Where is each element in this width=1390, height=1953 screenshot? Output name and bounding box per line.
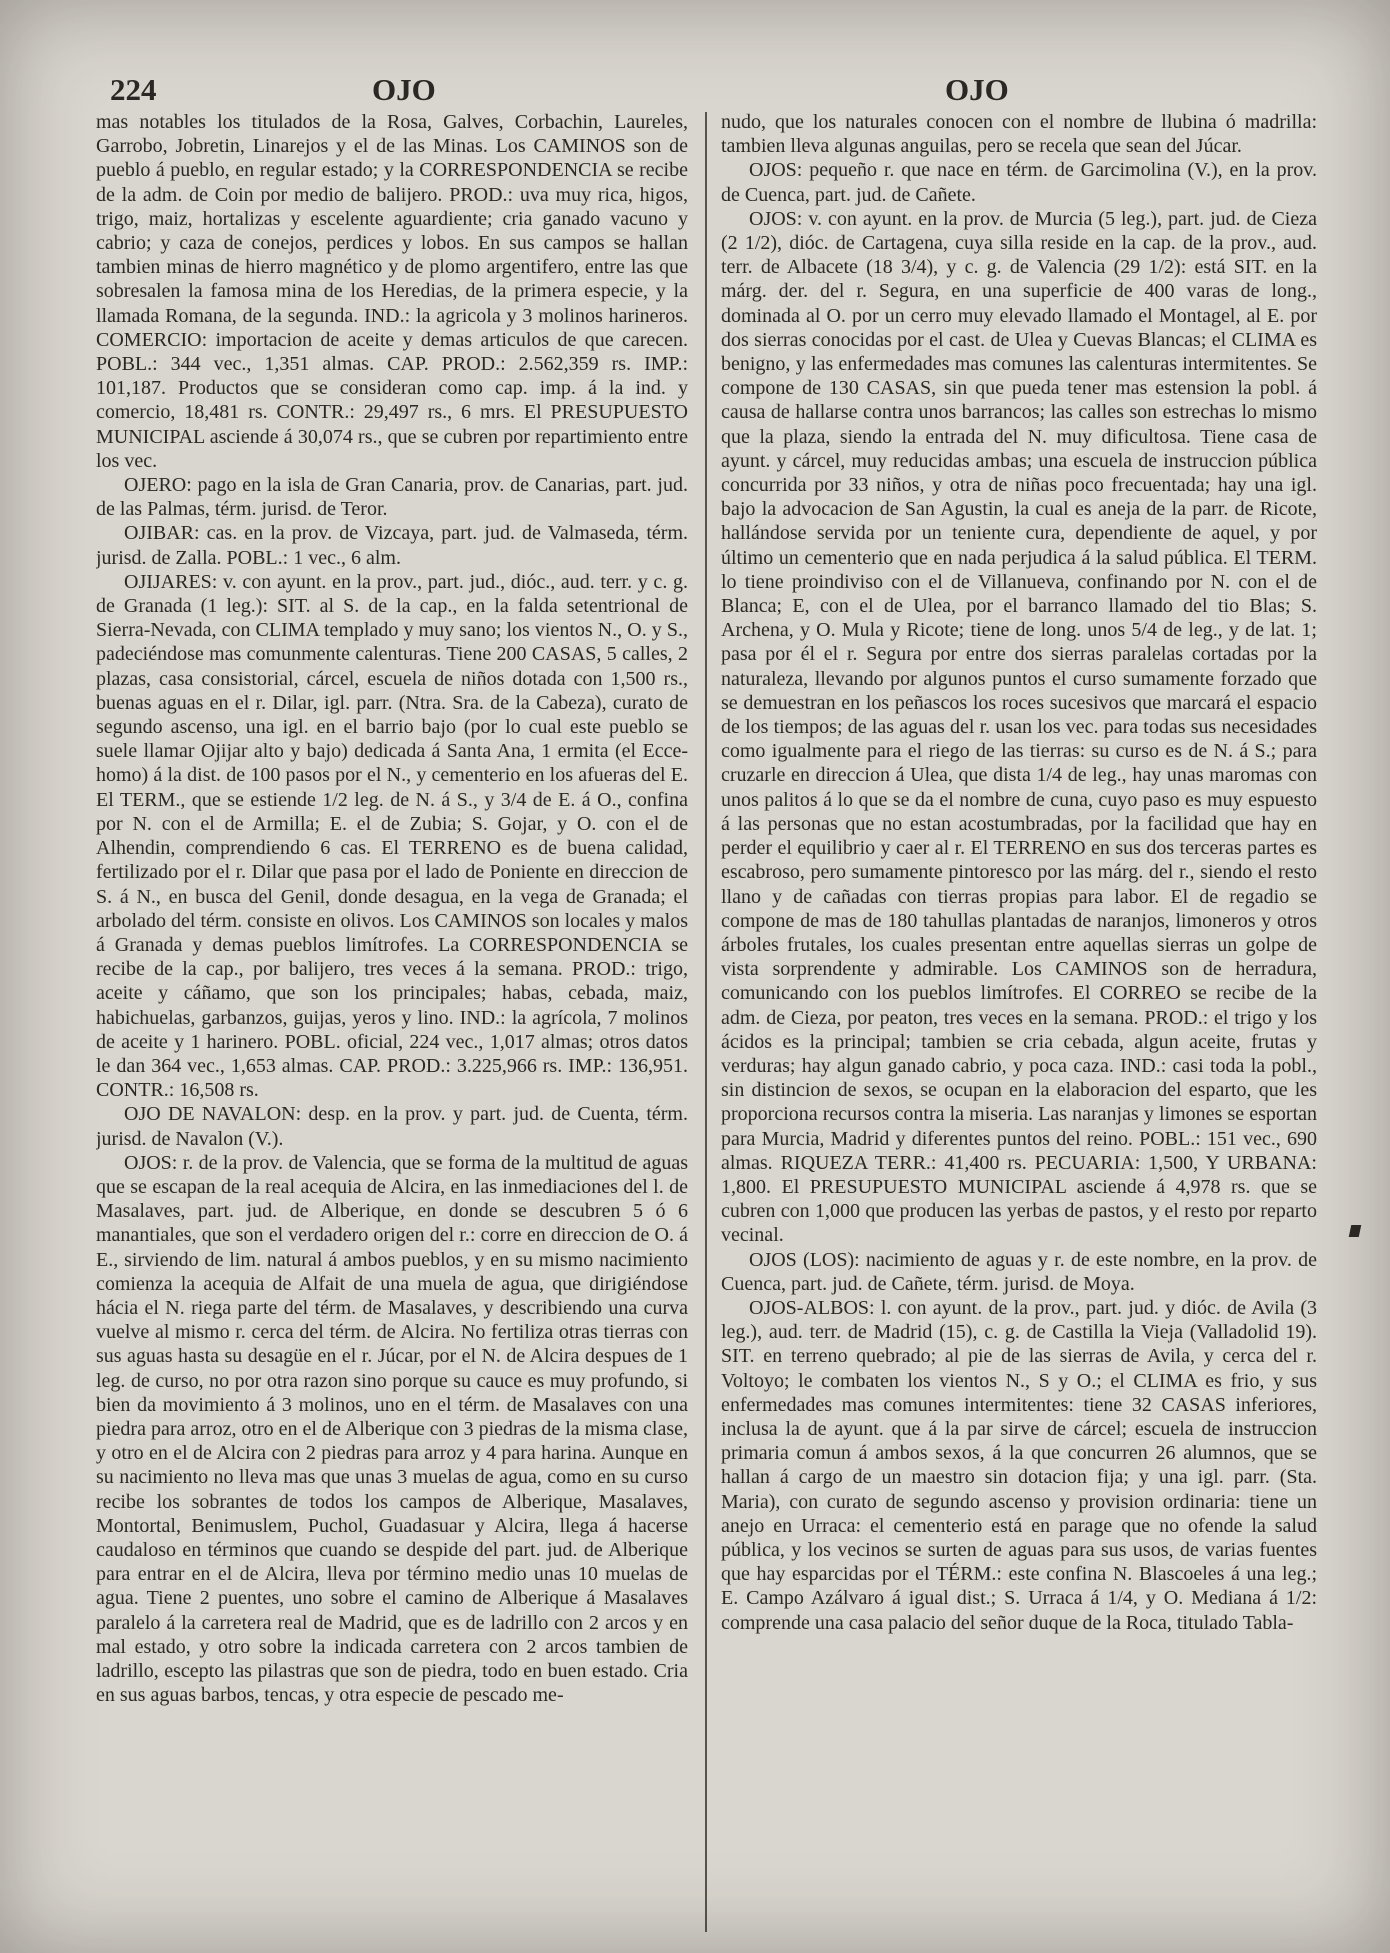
entry-paragraph: OJOS: v. con ayunt. en la prov. de Murcia (5 leg.), part. jud. de Cieza (2 1/2), dióc. de Cartagena, cuya silla reside en la cap. de la prov., aud. terr. de Albacete (18 3/4), y c. g. de Valencia (29 1/2): está SIT. en la márg. der. del r. Segura, en una superficie de 400 varas de long., dominada al O. por un cerro muy elevado llamado el Montagel, al E. por dos sierras conocidas por el cast. de Ulea y Cuevas Blancas; el CLIMA es benigno, y las enfermedades mas comunes las calenturas intermitentes. Se compone de 130 CASAS, sin que pueda tener mas estension la pobl. á causa de hallarse contra unos barrancos; las calles son estrechas lo mismo que la plaza, siendo la entrada del N. muy dificultosa. Tiene casa de ayunt. y cárcel, muy reducidas ambas; una escuela de instruccion pública concurrida por 33 niños, y otra de niñas poco frecuentada; hay una igl. bajo la advocacion de San Agustin, la cual es aneja de la parr. de Ricote, hallándose servida por un teniente cura, dependiente de aquel, y por último un cementerio que en nada perjudica á la salud pública. El TERM. lo tiene proindiviso con el de Villanueva, confinando por N. con el de Blanca; E, con el de Ulea, por el barranco llamado del tio Blas; S. Archena, y O. Mula y Ricote; tiene de long. unos 5/4 de leg., y de lat. 1; pasa por él el r. Segura por entre dos sierras paralelas cortadas por la naturaleza, llevando por algunos puntos el curso sumamente forzado que se demuestran en los peñascos los roces sucesivos que marcará el espacio de los tiempos; de las aguas del r. usan los vec. para todas sus necesidades como igualmente para el riego de las tierras: su curso es de N. á S.; para cruzarle en direccion á Ulea, que dista 1/4 de leg., hay unas maromas con unos palitos á lo que se da el nombre de cuna, cuyo paso es muy espuesto á las personas que no estan acostumbradas, por la facilidad que hay en perder el equilibrio y caer al r. El TERRENO en sus dos terceras partes es escabroso, pero sumamente pintoresco por las márg. del r., siendo el resto llano y de cañadas con tierras propias para labor. El de regadio se compone de mas de 180 tahullas plantadas de naranjos, limoneros y otros árboles frutales, los cuales presentan entre aquellas sierras un golpe de vista sorprendente y admirable. Los CAMINOS son de herradura, comunicando con los pueblos limítrofes. El CORREO se recibe de la adm. de Cieza, por peaton, tres veces en la semana. PROD.: el trigo y los ácidos es la principal; tambien se cria cebada, algun aceite, frutas y verduras; hay algun ganado cabrio, y poca caza. IND.: casi toda la pobl., sin distincion de sexos, se ocupan en la elaboracion del esparto, que les proporciona recursos contra la miseria. Las naranjas y limones se esportan para Murcia, Madrid y diferentes puntos del reino. POBL.: 151 vec., 690 almas. RIQUEZA TERR.: 41,400 rs. PECUARIA: 1,500, Y URBANA: 1,800. El PRESUPUESTO MUNICIPAL asciende á 4,978 rs. que se cubren con 1,000 que producen las yerbas de pastos, y el resto por reparto vecinal. — [721, 207, 1317, 1247]
entry-paragraph: OJO DE NAVALON: desp. en la prov. y part. jud. de Cuenta, térm. jurisd. de Navalon (V.). — [96, 1103, 688, 1150]
entry-paragraph: OJIJARES: v. con ayunt. en la prov., part. jud., dióc., aud. terr. y c. g. de Granada (1 leg.): SIT. al S. de la cap., en la falda setentrional de Sierra-Nevada, con CLIMA templado y muy sano; los vientos N., O. y S., padeciéndose mas comunmente calenturas. Tiene 200 CASAS, 5 calles, 2 plazas, casa consistorial, cárcel, escuela de niños dotada con 1,500 rs., buenas aguas en el r. Dilar, igl. parr. (Ntra. Sra. de la Cabeza), curato de segundo ascenso, una igl. en el barrio bajo (por lo cual este pueblo se suele llamar Ojijar alto y bajo) dedicada á Santa Ana, 1 ermita (el Ecce-homo) á la dist. de 100 pasos por el N., y cementerio en los afueras del E. El TERM., que se estiende 1/2 leg. de N. á S., y 3/4 de E. á O., confina por N. con el de Armilla; E. el de Zubia; S. Gojar, y O. con el de Alhendin, comprendiendo 6 cas. El TERRENO es de buena calidad, fertilizado por el r. Dilar que pasa por el lado de Poniente en direccion de S. á N., en busca del Genil, donde desagua, en la vega de Granada; el arbolado del térm. consiste en olivos. Los CAMINOS son locales y malos á Granada y demas pueblos limítrofes. La CORRESPONDENCIA se recibe de la cap., por balijero, tres veces á la semana. PROD.: trigo, aceite y cáñamo, que son los principales; habas, cebada, maiz, habichuelas, garbanzos, guijas, yeros y lino. IND.: la agrícola, 7 molinos de aceite y 1 harinero. POBL. oficial, 224 vec., 1,017 almas; otros datos le dan 364 vec., 1,653 almas. CAP. PROD.: 3.225,966 rs. IMP.: 136,951. CONTR.: 16,508 rs. — [96, 570, 688, 1102]
entry-paragraph: OJERO: pago en la isla de Gran Canaria, prov. de Canarias, part. jud. de las Palmas, térm. jurisd. de Teror. — [96, 474, 688, 521]
right-column — [721, 110, 1317, 1930]
entry-paragraph: OJOS: r. de la prov. de Valencia, que se forma de la multitud de aguas que se escapan de la real acequia de Alcira, en las inmediaciones del l. de Masalaves, part. jud. de Alberique, en donde se descubren 5 ó 6 manantiales, que son el verdadero origen del r.: corre en direccion de O. á E., sirviendo de lim. natural á ambos pueblos, y en su mismo nacimiento comienza la acequia de Alfait de una muela de agua, que dirigiéndose hácia el N. riega parte del térm. de Masalaves, y describiendo una curva vuelve al mismo r. cerca del térm. de Alcira. No fertiliza otras tierras con sus aguas hasta su desagüe en el r. Júcar, por el N. de Alcira despues de 1 leg. de curso, no por otra razon sino porque su cauce es muy profundo, si bien da movimiento á 3 molinos, uno en el térm. de Masalaves con una piedra para arroz, otro en el de Alberique con 3 piedras de la misma clase, y otro en el de Alcira con 2 piedras para arroz y 4 para harina. Aunque en su nacimiento no lleva mas que unas 3 muelas de agua, como en su curso recibe los sobrantes de todos los campos de Alberique, Masalaves, Montortal, Benimuslem, Puchol, Guadasuar y Alcira, llega á hacerse caudaloso en términos que cuando se despide del part. jud. de Alberique para entrar en el de Alcira, lleva por término medio unas 10 muelas de agua. Tiene 2 puentes, uno sobre el camino de Alberique á Masalaves paralelo á la carretera real de Madrid, que es de ladrillo con 2 arcos y en mal estado, y otro sobre la indicada carretera con 2 arcos tambien de ladrillo, escepto las pilastras que son de piedra, todo en buen estado. Cria en sus aguas barbos, tencas, y otra especie de pescado me- — [96, 1151, 688, 1707]
ink-mark — [1349, 1225, 1362, 1237]
left-running-head: OJO — [372, 72, 436, 107]
entry-paragraph: OJOS (LOS): nacimiento de aguas y r. de este nombre, en la prov. de Cuenca, part. jud. de Cañete, térm. jurisd. de Moya. — [721, 1248, 1317, 1295]
column-divider — [705, 112, 707, 1932]
entry-paragraph: OJOS: pequeño r. que nace en térm. de Garcimolina (V.), en la prov. de Cuenca, part. jud. de Cañete. — [721, 159, 1317, 206]
left-column — [96, 110, 688, 1930]
entry-paragraph: OJOS-ALBOS: l. con ayunt. de la prov., part. jud. y dióc. de Avila (3 leg.), aud. terr. de Madrid (15), c. g. de Castilla la Vieja (Valladolid 19). SIT. en terreno quebrado; al pie de las sierras de Avila, y cerca del r. Voltoyo; le combaten los vientos N., S y O.; el CLIMA es frio, y sus enfermedades mas comunes intermitentes: tiene 32 CASAS inferiores, inclusa la de ayunt. que á la par sirve de cárcel; escuela de instruccion primaria comun á ambos sexos, á la que concurren 26 alumnos, que se hallan á cargo de un maestro sin dotacion fija; y una igl. parr. (Sta. Maria), con curato de segundo ascenso y provision ordinaria: tiene un anejo en Urraca: el cementerio está en parage que no ofende la salud pública, y los vecinos se surten de aguas para sus usos, de varias fuentes que hay esparcidas por el TÉRM.: este confina N. Blascoeles á una leg.; E. Campo Azálvaro á igual dist.; S. Urraca á 1/4, y O. Mediana á 1/2: comprende una casa palacio del señor duque de la Roca, titulado Tabla- — [721, 1296, 1317, 1634]
page-number: 224 — [110, 72, 157, 107]
entry-paragraph: mas notables los titulados de la Rosa, Galves, Corbachin, Laureles, Garrobo, Jobretin, Linarejos y el de las Minas. Los CAMINOS son de pueblo á pueblo, en regular estado; y la CORRESPONDENCIA se recibe de la adm. de Coin por medio de balijero. PROD.: uva muy rica, higos, trigo, maiz, hortalizas y escelente aguardiente; cria ganado vacuno y cabrio; y caza de conejos, perdices y lobos. En sus campos se hallan tambien minas de hierro magnético y de plomo argentifero, entre las que sobresalen la famosa mina de los Heredias, de la primera especie, y la llamada Romana, de la segunda. IND.: la agricola y 3 molinos harineros. COMERCIO: importacion de aceite y demas articulos de que carecen. POBL.: 344 vec., 1,351 almas. CAP. PROD.: 2.562,359 rs. IMP.: 101,187. Productos que se consideran como cap. imp. á la ind. y comercio, 18,481 rs. CONTR.: 29,497 rs., 6 mrs. El PRESUPUESTO MUNICIPAL asciende á 30,074 rs., que se cubren por repartimiento entre los vec. — [96, 111, 688, 472]
right-running-head: OJO — [945, 72, 1009, 107]
entry-paragraph: nudo, que los naturales conocen con el nombre de llubina ó madrilla: tambien lleva algunas anguilas, pero se recela que sean del Júcar. — [721, 111, 1317, 158]
page-header — [100, 72, 1320, 112]
entry-paragraph: OJIBAR: cas. en la prov. de Vizcaya, part. jud. de Valmaseda, térm. jurisd. de Zalla. POBL.: 1 vec., 6 alm. — [96, 522, 688, 569]
